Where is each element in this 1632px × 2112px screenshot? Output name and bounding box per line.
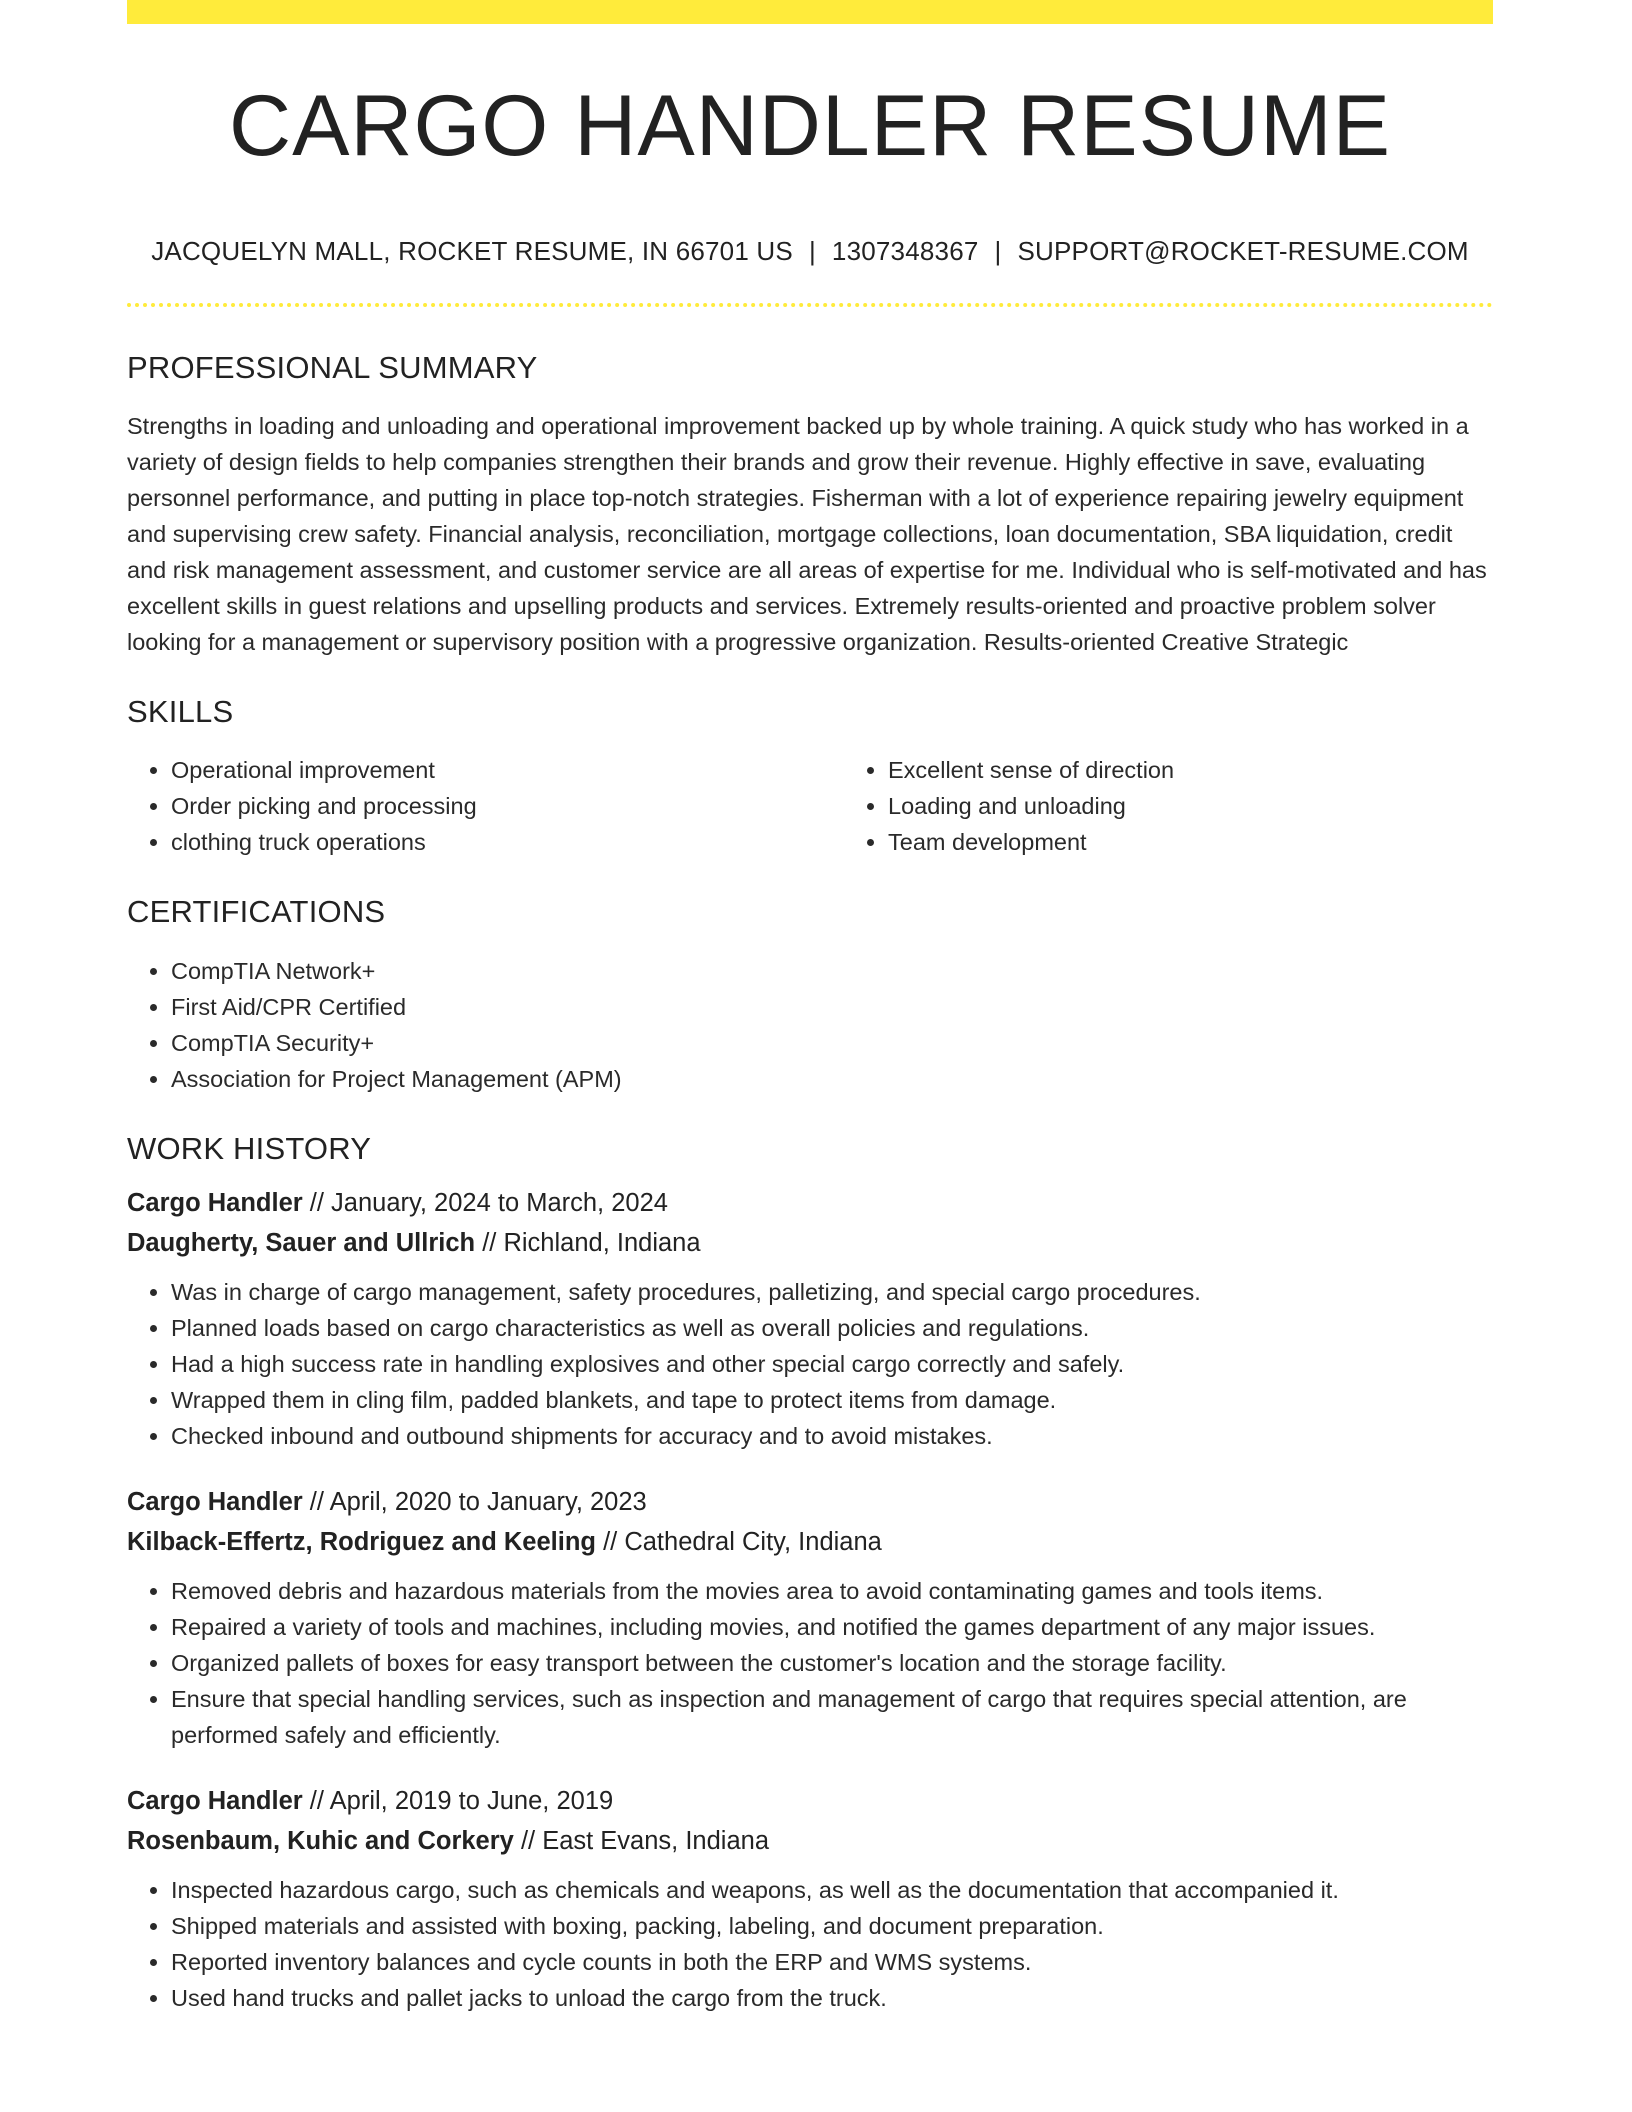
job-bullet: • Removed debris and hazardous materials from the movies area to avoid contaminating games and tools items.	[171, 1573, 1493, 1609]
job-dates: // April, 2020 to January, 2023	[309, 1487, 647, 1516]
skill-item: • Order picking and processing	[171, 788, 844, 824]
skills-list-left	[127, 752, 844, 860]
summary-text: Strengths in loading and unloading and operational improvement backed up by whole training. A quick study who has worked in a variety of design fields to help companies strengthen their brands and grow their revenue. Highly effective in save, evaluating personnel performance, and putting in place top-notch strategies. Fisherman with a lot of experience repairing jewelry equipment and supervising crew safety. Financial analysis, reconciliation, mortgage collections, loan documentation, SBA liquidation, credit and risk management assessment, and customer service are all areas of expertise for me. Individual who is self-motivated and has excellent skills in guest relations and upselling products and services. Extremely results-oriented and proactive problem solver looking for a management or supervisory position with a progressive organization. Results-oriented Creative Strategic	[127, 413, 1487, 656]
certification-item: • CompTIA Network+	[171, 953, 1493, 989]
job-entry	[127, 1183, 1493, 1454]
job-title-line	[127, 1482, 1493, 1522]
certifications-section	[127, 893, 1493, 1096]
job-location: // Cathedral City, Indiana	[603, 1527, 882, 1556]
job-dates: // January, 2024 to March, 2024	[309, 1188, 668, 1217]
job-bullet: • Wrapped them in cling film, padded blankets, and tape to protect items from damage.	[171, 1382, 1493, 1418]
job-company: Kilback-Effertz, Rodriguez and Keeling	[127, 1527, 596, 1556]
job-company-line	[127, 1223, 1493, 1263]
job-bullet: • Ensure that special handling services, such as inspection and management of cargo that requires special attention, are performed safely and efficiently.	[171, 1681, 1493, 1753]
job-dates: // April, 2019 to June, 2019	[309, 1786, 614, 1815]
certifications-list	[127, 953, 1493, 1097]
summary-heading: PROFESSIONAL SUMMARY	[127, 350, 538, 385]
job-bullet: • Checked inbound and outbound shipments for accuracy and to avoid mistakes.	[171, 1418, 1493, 1454]
job-bullets	[127, 1872, 1493, 2016]
job-location: // Richland, Indiana	[482, 1228, 701, 1257]
dotted-divider	[127, 303, 1493, 307]
job-title-line	[127, 1183, 1493, 1223]
certification-item: • Association for Project Management (APM)	[171, 1061, 1493, 1097]
job-bullet: • Used hand trucks and pallet jacks to unload the cargo from the truck.	[171, 1980, 1493, 2016]
contact-separator: |	[994, 236, 1002, 266]
skill-item: • clothing truck operations	[171, 824, 844, 860]
contact-separator: |	[808, 236, 816, 266]
work-history-section	[127, 1130, 1493, 2016]
skills-section	[127, 693, 1493, 860]
contact-address: JACQUELYN MALL, ROCKET RESUME, IN 66701 US	[151, 236, 793, 266]
job-bullet: • Was in charge of cargo management, safety procedures, palletizing, and special cargo procedures.	[171, 1274, 1493, 1310]
job-bullets	[127, 1274, 1493, 1454]
job-bullet: • Organized pallets of boxes for easy transport between the customer's location and the storage facility.	[171, 1645, 1493, 1681]
job-company: Daugherty, Sauer and Ullrich	[127, 1228, 476, 1257]
contact-phone: 1307348367	[831, 236, 979, 266]
job-company-line	[127, 1821, 1493, 1861]
job-bullet: • Had a high success rate in handling explosives and other special cargo correctly and safely.	[171, 1346, 1493, 1382]
accent-bar	[127, 0, 1493, 24]
job-entry	[127, 1482, 1493, 1753]
job-company: Rosenbaum, Kuhic and Corkery	[127, 1826, 514, 1855]
job-title-line	[127, 1781, 1493, 1821]
job-title: Cargo Handler	[127, 1487, 303, 1516]
job-bullet: • Reported inventory balances and cycle counts in both the ERP and WMS systems.	[171, 1944, 1493, 1980]
job-title: Cargo Handler	[127, 1188, 303, 1217]
summary-section	[127, 349, 1493, 660]
job-location: // East Evans, Indiana	[520, 1826, 770, 1855]
certifications-heading: CERTIFICATIONS	[127, 894, 386, 930]
work-history-heading: WORK HISTORY	[127, 1130, 372, 1166]
certification-item: • CompTIA Security+	[171, 1025, 1493, 1061]
skills-list-right	[844, 752, 1561, 860]
certification-item: • First Aid/CPR Certified	[171, 989, 1493, 1025]
skills-columns	[127, 752, 1493, 860]
contact-line	[127, 238, 1493, 264]
job-company-line	[127, 1522, 1493, 1562]
job-title: Cargo Handler	[127, 1786, 303, 1815]
job-entry	[127, 1781, 1493, 2016]
resume-page	[127, 0, 1493, 2016]
job-bullet: • Shipped materials and assisted with boxing, packing, labeling, and document preparation.	[171, 1908, 1493, 1944]
skill-item: • Operational improvement	[171, 752, 844, 788]
job-bullet: • Repaired a variety of tools and machines, including movies, and notified the games department of any major issues.	[171, 1609, 1493, 1645]
skill-item: • Loading and unloading	[888, 788, 1561, 824]
job-bullets	[127, 1573, 1493, 1753]
skill-item: • Excellent sense of direction	[888, 752, 1561, 788]
skill-item: • Team development	[888, 824, 1561, 860]
skills-heading: SKILLS	[127, 694, 234, 730]
resume-title: CARGO HANDLER RESUME	[228, 78, 1392, 174]
job-bullet: • Inspected hazardous cargo, such as chemicals and weapons, as well as the documentation that accompanied it.	[171, 1872, 1493, 1908]
contact-email: SUPPORT@ROCKET-RESUME.COM	[1017, 236, 1469, 266]
job-bullet: • Planned loads based on cargo characteristics as well as overall policies and regulations.	[171, 1310, 1493, 1346]
